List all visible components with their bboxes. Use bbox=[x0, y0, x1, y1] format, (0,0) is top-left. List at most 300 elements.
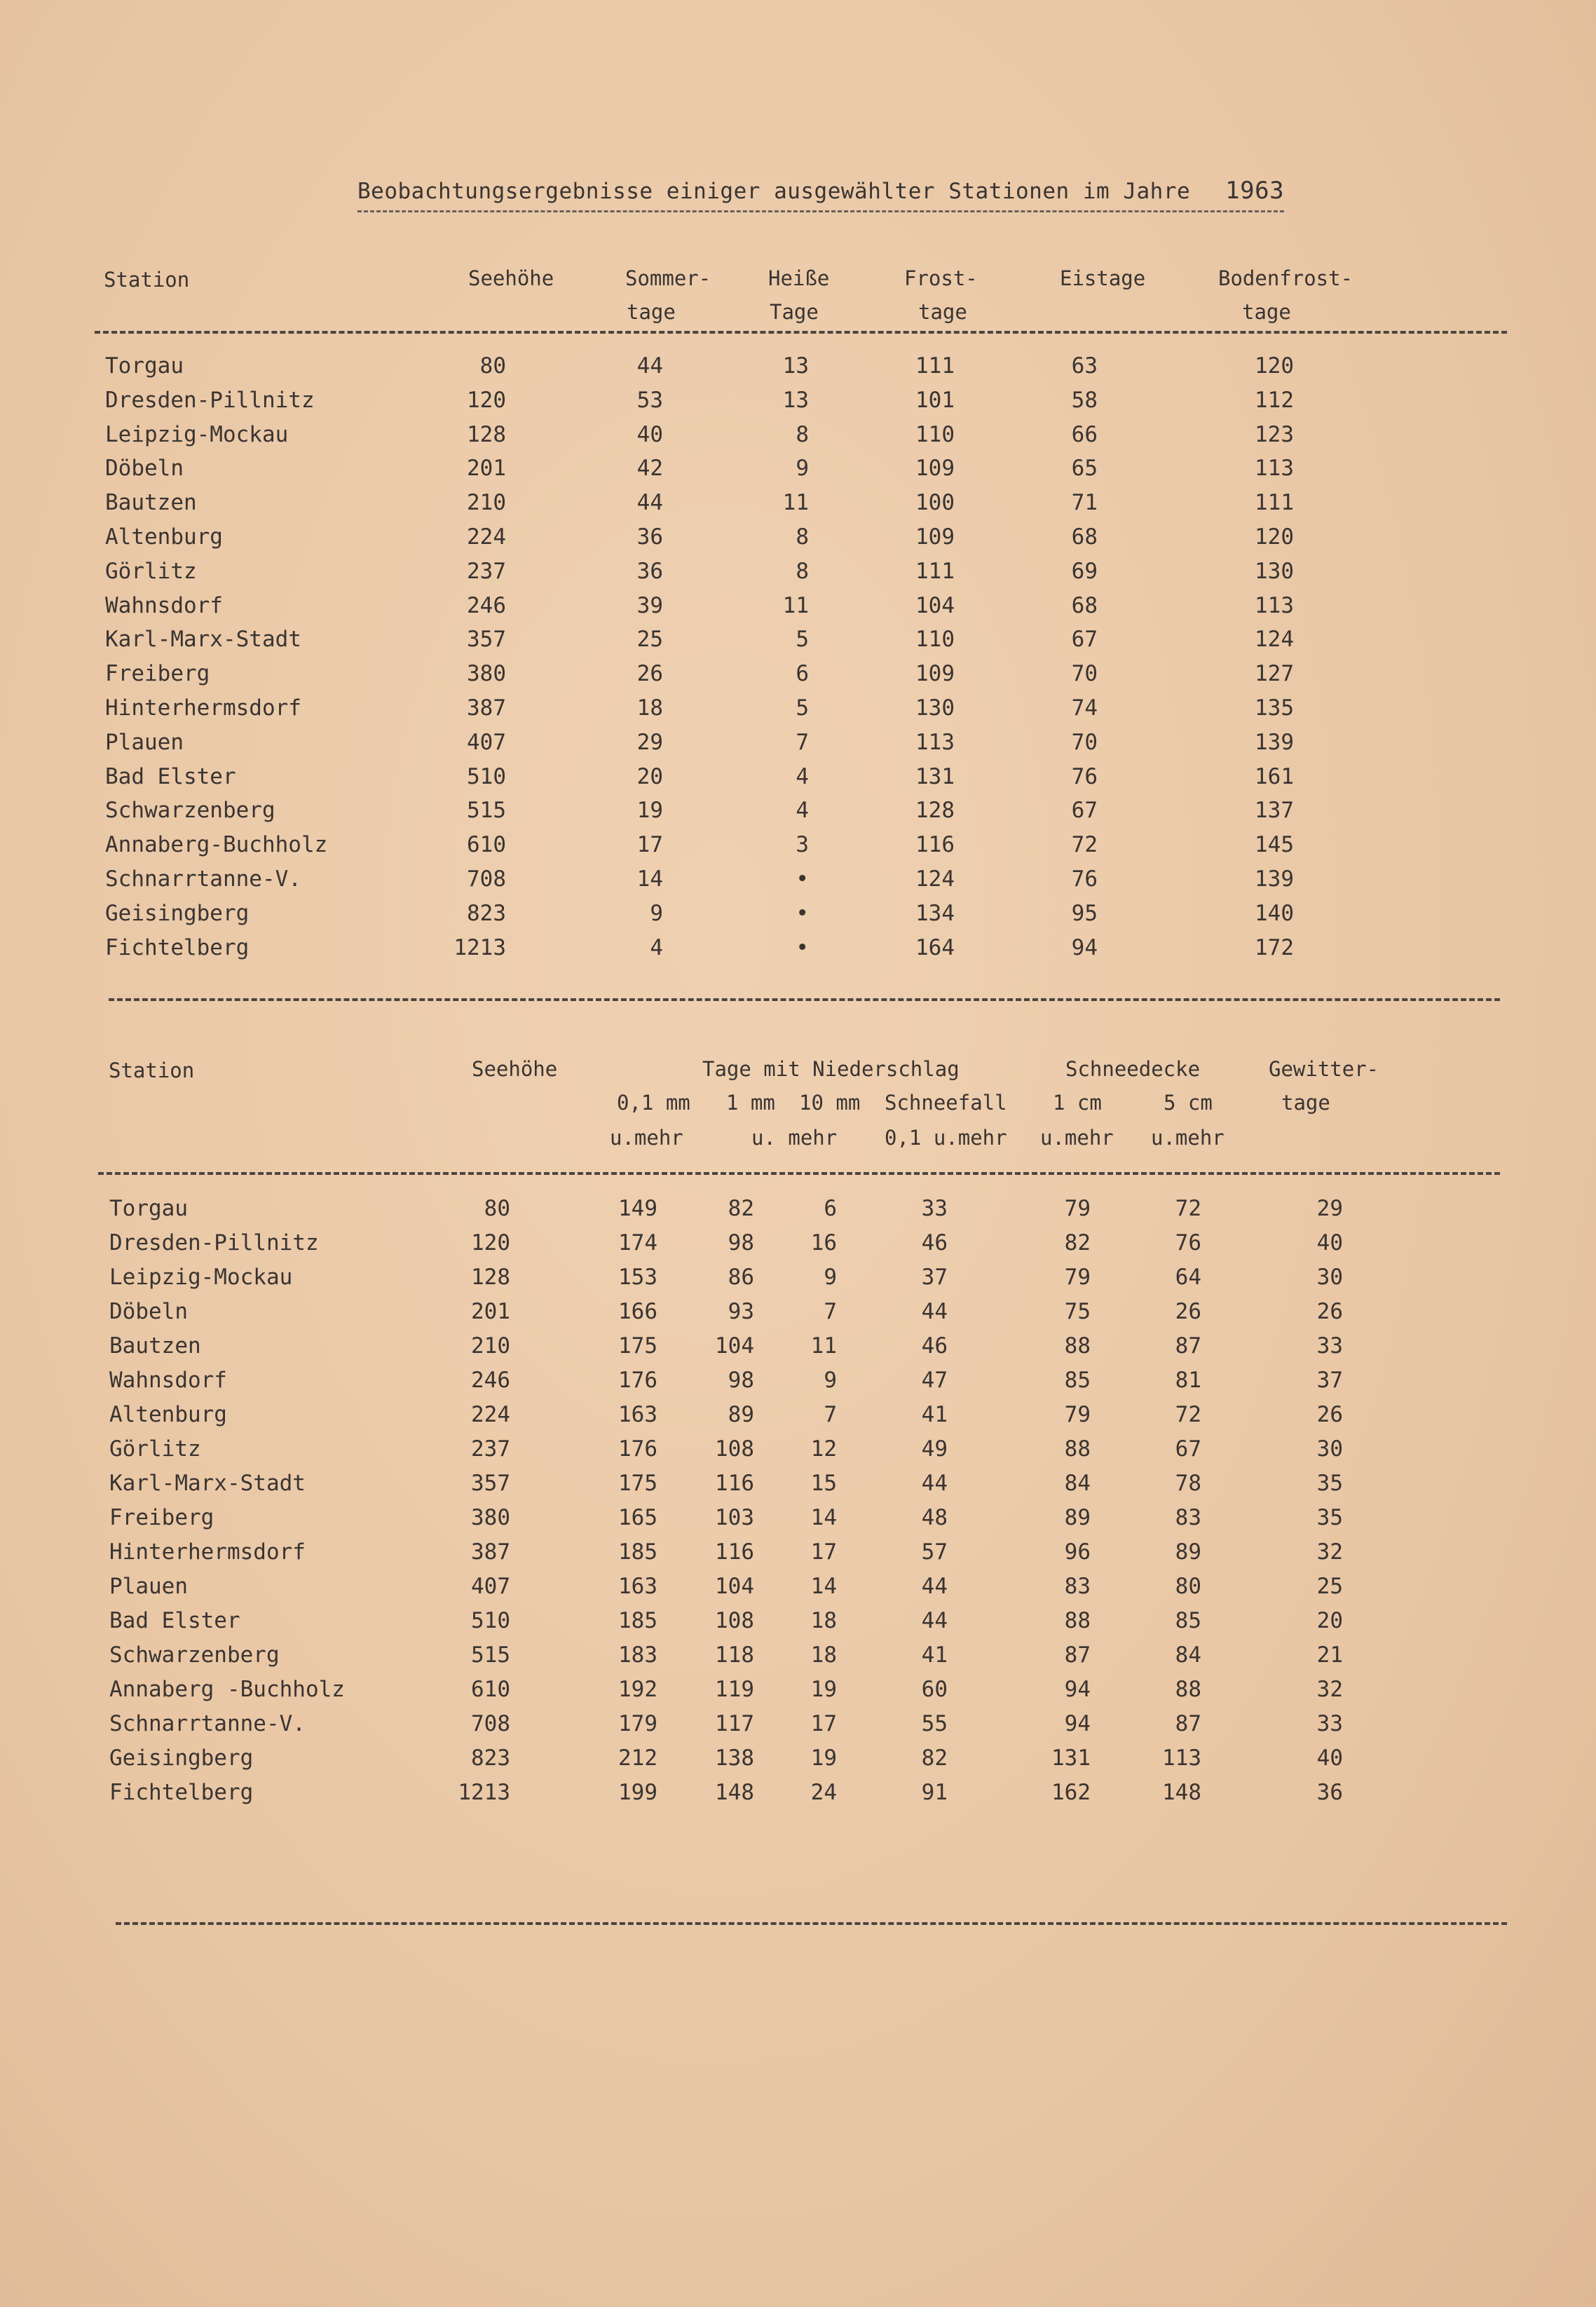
table-cell: 387 bbox=[467, 695, 506, 721]
station-name: Fichtelberg bbox=[109, 1780, 254, 1805]
t1-header-sommer-2: tage bbox=[627, 300, 676, 324]
table-cell: 8 bbox=[796, 524, 809, 550]
bottom-rule bbox=[116, 1922, 1507, 1925]
table-cell: 71 bbox=[1071, 490, 1098, 516]
table-cell: 89 bbox=[1064, 1505, 1091, 1530]
section-divider bbox=[109, 998, 1500, 1001]
table-cell: 85 bbox=[1175, 1608, 1201, 1633]
table-cell: 79 bbox=[1064, 1265, 1091, 1290]
table-cell: 162 bbox=[1051, 1780, 1091, 1805]
table-cell: 20 bbox=[1316, 1608, 1343, 1633]
table-cell: 164 bbox=[915, 934, 955, 960]
station-name: Geisingberg bbox=[105, 900, 250, 926]
table-cell: 29 bbox=[636, 729, 663, 755]
table-cell: 98 bbox=[728, 1368, 754, 1393]
table-cell: 81 bbox=[1175, 1368, 1201, 1393]
table-cell: 131 bbox=[915, 763, 955, 789]
table-cell: 33 bbox=[921, 1196, 948, 1221]
table-cell: 30 bbox=[1316, 1436, 1343, 1462]
table-cell: 110 bbox=[915, 421, 955, 447]
table-cell: 25 bbox=[636, 627, 663, 653]
table-cell: 510 bbox=[471, 1608, 510, 1633]
table-cell: 6 bbox=[824, 1196, 837, 1221]
table-cell: 96 bbox=[1064, 1539, 1091, 1565]
table-cell: 12 bbox=[810, 1436, 837, 1462]
table-cell: 33 bbox=[1316, 1333, 1343, 1359]
table-cell: 49 bbox=[921, 1436, 948, 1462]
table-cell: 708 bbox=[467, 866, 506, 892]
table-cell: 26 bbox=[636, 661, 663, 687]
station-name: Annaberg -Buchholz bbox=[109, 1677, 345, 1702]
table-cell: 18 bbox=[810, 1608, 837, 1633]
table-cell: 85 bbox=[1064, 1368, 1091, 1393]
table-cell: 185 bbox=[618, 1539, 657, 1565]
table-cell: 3 bbox=[796, 832, 809, 858]
table-cell: 29 bbox=[1316, 1196, 1343, 1221]
table-cell: 183 bbox=[618, 1642, 657, 1668]
table-cell: 70 bbox=[1071, 729, 1098, 755]
table-cell: 44 bbox=[921, 1608, 948, 1633]
station-name: Bautzen bbox=[105, 490, 197, 516]
table-cell: 124 bbox=[915, 866, 955, 892]
table-cell: 48 bbox=[921, 1505, 948, 1530]
table-cell: 117 bbox=[715, 1711, 754, 1736]
table-cell: 104 bbox=[715, 1333, 754, 1359]
table-cell: 17 bbox=[636, 832, 663, 858]
table-cell: 30 bbox=[1316, 1265, 1343, 1290]
station-name: Altenburg bbox=[105, 524, 223, 550]
station-name: Schnarrtanne-V. bbox=[105, 866, 301, 892]
table-cell: 79 bbox=[1064, 1402, 1091, 1427]
table-cell: 130 bbox=[1255, 558, 1294, 584]
station-name: Torgau bbox=[109, 1196, 188, 1221]
table-cell: 40 bbox=[636, 421, 663, 447]
table-cell: 515 bbox=[471, 1642, 510, 1668]
table-cell: 407 bbox=[471, 1574, 510, 1599]
table-cell: 46 bbox=[921, 1230, 948, 1255]
station-name: Wahnsdorf bbox=[105, 592, 223, 618]
t2-header-seehoehe: Seehöhe bbox=[472, 1057, 558, 1081]
table-cell: 5 bbox=[796, 695, 809, 721]
table-cell: 66 bbox=[1071, 421, 1098, 447]
table-cell: 120 bbox=[1255, 524, 1294, 550]
table-cell: 708 bbox=[471, 1711, 510, 1736]
table-cell: 13 bbox=[782, 387, 809, 413]
t1-header-sommer-1: Sommer- bbox=[625, 266, 711, 290]
table-cell: 510 bbox=[467, 763, 506, 789]
table-cell: 112 bbox=[1255, 387, 1294, 413]
table-cell: 108 bbox=[715, 1436, 754, 1462]
table-cell: 19 bbox=[810, 1745, 837, 1771]
table-cell: 14 bbox=[810, 1505, 837, 1530]
table-cell: 75 bbox=[1064, 1299, 1091, 1324]
table-cell: 130 bbox=[915, 695, 955, 721]
table-cell: 60 bbox=[921, 1677, 948, 1702]
t2-header-n01-2: u.mehr bbox=[610, 1126, 683, 1150]
table-cell: 68 bbox=[1071, 524, 1098, 550]
t1-header-seehoehe: Seehöhe bbox=[468, 266, 554, 290]
t2-header-niederschlag: Tage mit Niederschlag bbox=[702, 1057, 960, 1081]
table-cell: 116 bbox=[715, 1471, 754, 1496]
t2-header-n1-1: 1 mm bbox=[726, 1091, 775, 1115]
table-cell: 212 bbox=[618, 1745, 657, 1771]
table-cell: 53 bbox=[636, 387, 663, 413]
table-cell: 94 bbox=[1071, 934, 1098, 960]
table-cell: 18 bbox=[636, 695, 663, 721]
table-cell: 35 bbox=[1316, 1471, 1343, 1496]
table-cell: 4 bbox=[796, 763, 809, 789]
table-cell: 407 bbox=[467, 729, 506, 755]
station-name: Karl-Marx-Stadt bbox=[105, 627, 301, 653]
title-text: Beobachtungsergebnisse einiger ausgewählter Stationen im Jahre bbox=[357, 179, 1191, 204]
table-cell: 113 bbox=[1255, 456, 1294, 482]
station-name: Torgau bbox=[105, 353, 184, 379]
table-cell: 118 bbox=[715, 1642, 754, 1668]
table-cell: 11 bbox=[810, 1333, 837, 1359]
table-cell: 134 bbox=[915, 900, 955, 926]
table-cell: 26 bbox=[1316, 1299, 1343, 1324]
table-cell: 100 bbox=[915, 490, 955, 516]
table-cell: 69 bbox=[1071, 558, 1098, 584]
table-cell: 166 bbox=[618, 1299, 657, 1324]
table-cell: 163 bbox=[618, 1402, 657, 1427]
table-cell: 246 bbox=[471, 1368, 510, 1393]
table-cell: 4 bbox=[650, 934, 663, 960]
table-cell: 120 bbox=[471, 1230, 510, 1255]
table-cell: 72 bbox=[1175, 1196, 1201, 1221]
table-cell: 37 bbox=[1316, 1368, 1343, 1393]
table-cell: 94 bbox=[1064, 1677, 1091, 1702]
table-cell: 127 bbox=[1255, 661, 1294, 687]
table-cell: 44 bbox=[636, 353, 663, 379]
table-cell: 224 bbox=[471, 1402, 510, 1427]
table-cell: 67 bbox=[1071, 798, 1098, 824]
table-cell: 823 bbox=[467, 900, 506, 926]
table-cell: 176 bbox=[618, 1436, 657, 1462]
station-name: Bad Elster bbox=[105, 763, 236, 789]
table-cell: 14 bbox=[636, 866, 663, 892]
table-cell: 41 bbox=[921, 1402, 948, 1427]
table-cell: 4 bbox=[796, 798, 809, 824]
table-cell: 72 bbox=[1175, 1402, 1201, 1427]
station-name: Dresden-Pillnitz bbox=[105, 387, 315, 413]
table-cell: 104 bbox=[915, 592, 955, 618]
table-cell: • bbox=[796, 934, 809, 960]
table-cell: 179 bbox=[618, 1711, 657, 1736]
table-cell: 88 bbox=[1064, 1608, 1091, 1633]
table-cell: 137 bbox=[1255, 798, 1294, 824]
t2-header-s5-2: u.mehr bbox=[1151, 1126, 1225, 1150]
table-cell: 76 bbox=[1071, 866, 1098, 892]
table-cell: 145 bbox=[1255, 832, 1294, 858]
table-cell: 86 bbox=[728, 1265, 754, 1290]
table-cell: 76 bbox=[1071, 763, 1098, 789]
table-cell: 237 bbox=[471, 1436, 510, 1462]
table-cell: 192 bbox=[618, 1677, 657, 1702]
table-cell: 113 bbox=[915, 729, 955, 755]
table-cell: 17 bbox=[810, 1539, 837, 1565]
t2-header-rule bbox=[98, 1172, 1500, 1175]
table-cell: 87 bbox=[1064, 1642, 1091, 1668]
station-name: Schnarrtanne-V. bbox=[109, 1711, 306, 1736]
table-cell: 25 bbox=[1316, 1574, 1343, 1599]
table-cell: 87 bbox=[1175, 1711, 1201, 1736]
table-cell: 26 bbox=[1316, 1402, 1343, 1427]
t1-header-heisse-1: Heiße bbox=[768, 266, 830, 290]
table-cell: 109 bbox=[915, 661, 955, 687]
table-cell: 19 bbox=[810, 1677, 837, 1702]
table-cell: 93 bbox=[728, 1299, 754, 1324]
station-name: Bad Elster bbox=[109, 1608, 240, 1633]
station-name: Karl-Marx-Stadt bbox=[109, 1471, 306, 1496]
t2-header-s5-1: 5 cm bbox=[1164, 1091, 1213, 1115]
station-name: Döbeln bbox=[105, 456, 184, 482]
table-cell: • bbox=[796, 866, 809, 892]
table-cell: 82 bbox=[1064, 1230, 1091, 1255]
table-cell: 84 bbox=[1064, 1471, 1091, 1496]
table-cell: 131 bbox=[1051, 1745, 1091, 1771]
table-cell: 44 bbox=[636, 490, 663, 516]
table-cell: 76 bbox=[1175, 1230, 1201, 1255]
table-cell: 11 bbox=[782, 490, 809, 516]
table-cell: 7 bbox=[824, 1299, 837, 1324]
t2-header-s1-1: 1 cm bbox=[1053, 1091, 1102, 1115]
table-cell: 67 bbox=[1071, 627, 1098, 653]
station-name: Hinterhermsdorf bbox=[105, 695, 301, 721]
table-cell: 116 bbox=[715, 1539, 754, 1565]
table-cell: 42 bbox=[636, 456, 663, 482]
table-cell: 78 bbox=[1175, 1471, 1201, 1496]
table-cell: 68 bbox=[1071, 592, 1098, 618]
table-cell: 32 bbox=[1316, 1677, 1343, 1702]
station-name: Schwarzenberg bbox=[105, 798, 275, 824]
table-cell: 515 bbox=[467, 798, 506, 824]
table-cell: 67 bbox=[1175, 1436, 1201, 1462]
table-cell: 380 bbox=[471, 1505, 510, 1530]
table-cell: 610 bbox=[471, 1677, 510, 1702]
table-cell: 64 bbox=[1175, 1265, 1201, 1290]
table-cell: 128 bbox=[915, 798, 955, 824]
table-cell: 823 bbox=[471, 1745, 510, 1771]
table-cell: 37 bbox=[921, 1265, 948, 1290]
table-cell: 120 bbox=[467, 387, 506, 413]
table-cell: 39 bbox=[636, 592, 663, 618]
table-cell: 7 bbox=[796, 729, 809, 755]
table-cell: 113 bbox=[1255, 592, 1294, 618]
table-cell: 101 bbox=[915, 387, 955, 413]
table-cell: 199 bbox=[618, 1780, 657, 1805]
table-cell: 139 bbox=[1255, 866, 1294, 892]
t2-header-schneefall-2: 0,1 u.mehr bbox=[885, 1126, 1007, 1150]
table-cell: 109 bbox=[915, 524, 955, 550]
table-cell: 237 bbox=[467, 558, 506, 584]
table-cell: 120 bbox=[1255, 353, 1294, 379]
table-cell: 40 bbox=[1316, 1230, 1343, 1255]
table-cell: 46 bbox=[921, 1333, 948, 1359]
table-cell: 110 bbox=[915, 627, 955, 653]
t2-header-n10-2: u. mehr bbox=[751, 1126, 838, 1150]
table-cell: 104 bbox=[715, 1574, 754, 1599]
table-cell: • bbox=[796, 900, 809, 926]
table-cell: 16 bbox=[810, 1230, 837, 1255]
table-cell: 124 bbox=[1255, 627, 1294, 653]
t1-header-eistage: Eistage bbox=[1060, 266, 1146, 290]
table-cell: 65 bbox=[1071, 456, 1098, 482]
table-cell: 1213 bbox=[453, 934, 506, 960]
station-name: Hinterhermsdorf bbox=[109, 1539, 306, 1565]
t2-header-schneefall-1: Schneefall bbox=[885, 1091, 1007, 1115]
station-name: Freiberg bbox=[109, 1505, 214, 1530]
table-cell: 148 bbox=[1162, 1780, 1201, 1805]
station-name: Altenburg bbox=[109, 1402, 227, 1427]
table-cell: 80 bbox=[479, 353, 506, 379]
table-cell: 82 bbox=[728, 1196, 754, 1221]
title-year: 1963 bbox=[1225, 177, 1285, 205]
table-cell: 44 bbox=[921, 1574, 948, 1599]
station-name: Görlitz bbox=[105, 558, 197, 584]
table-cell: 610 bbox=[467, 832, 506, 858]
t2-header-gewitter-2: tage bbox=[1281, 1091, 1330, 1115]
table-cell: 87 bbox=[1175, 1333, 1201, 1359]
table-cell: 148 bbox=[715, 1780, 754, 1805]
table-cell: 163 bbox=[618, 1574, 657, 1599]
table-cell: 138 bbox=[715, 1745, 754, 1771]
table-cell: 8 bbox=[796, 421, 809, 447]
t1-header-heisse-2: Tage bbox=[770, 300, 819, 324]
station-name: Dresden-Pillnitz bbox=[109, 1230, 319, 1255]
t2-header-gewitter-1: Gewitter- bbox=[1269, 1057, 1379, 1081]
table-cell: 246 bbox=[467, 592, 506, 618]
table-cell: 153 bbox=[618, 1265, 657, 1290]
table-cell: 88 bbox=[1064, 1436, 1091, 1462]
t1-header-bodenfrost-1: Bodenfrost- bbox=[1218, 266, 1353, 290]
table-cell: 210 bbox=[471, 1333, 510, 1359]
table-cell: 89 bbox=[728, 1402, 754, 1427]
table-cell: 174 bbox=[618, 1230, 657, 1255]
table-cell: 176 bbox=[618, 1368, 657, 1393]
table-cell: 119 bbox=[715, 1677, 754, 1702]
table-cell: 175 bbox=[618, 1471, 657, 1496]
table-cell: 63 bbox=[1071, 353, 1098, 379]
station-name: Görlitz bbox=[109, 1436, 201, 1462]
table-cell: 32 bbox=[1316, 1539, 1343, 1565]
table-cell: 201 bbox=[467, 456, 506, 482]
station-name: Bautzen bbox=[109, 1333, 201, 1359]
table-cell: 55 bbox=[921, 1711, 948, 1736]
table-cell: 57 bbox=[921, 1539, 948, 1565]
table-cell: 109 bbox=[915, 456, 955, 482]
table-cell: 224 bbox=[467, 524, 506, 550]
table-cell: 80 bbox=[1175, 1574, 1201, 1599]
table-cell: 94 bbox=[1064, 1711, 1091, 1736]
table-cell: 9 bbox=[650, 900, 663, 926]
table-cell: 72 bbox=[1071, 832, 1098, 858]
table-cell: 98 bbox=[728, 1230, 754, 1255]
table-cell: 108 bbox=[715, 1608, 754, 1633]
table-cell: 5 bbox=[796, 627, 809, 653]
t1-header-station: Station bbox=[104, 268, 190, 292]
table-cell: 103 bbox=[715, 1505, 754, 1530]
table-cell: 82 bbox=[921, 1745, 948, 1771]
table-cell: 35 bbox=[1316, 1505, 1343, 1530]
station-name: Schwarzenberg bbox=[109, 1642, 280, 1668]
table-cell: 113 bbox=[1162, 1745, 1201, 1771]
table-cell: 36 bbox=[636, 524, 663, 550]
table-cell: 165 bbox=[618, 1505, 657, 1530]
table-cell: 139 bbox=[1255, 729, 1294, 755]
table-cell: 44 bbox=[921, 1299, 948, 1324]
table-cell: 21 bbox=[1316, 1642, 1343, 1668]
table-cell: 83 bbox=[1064, 1574, 1091, 1599]
table-cell: 83 bbox=[1175, 1505, 1201, 1530]
t1-header-rule bbox=[95, 331, 1507, 334]
table-cell: 172 bbox=[1255, 934, 1294, 960]
table-cell: 1213 bbox=[458, 1780, 510, 1805]
table-cell: 19 bbox=[636, 798, 663, 824]
table-cell: 80 bbox=[484, 1196, 510, 1221]
table-cell: 24 bbox=[810, 1780, 837, 1805]
document-title bbox=[357, 177, 1284, 212]
station-name: Freiberg bbox=[105, 661, 210, 687]
t1-header-bodenfrost-2: tage bbox=[1242, 300, 1291, 324]
table-cell: 95 bbox=[1071, 900, 1098, 926]
table-cell: 9 bbox=[824, 1265, 837, 1290]
table-cell: 161 bbox=[1255, 763, 1294, 789]
station-name: Leipzig-Mockau bbox=[109, 1265, 293, 1290]
station-name: Leipzig-Mockau bbox=[105, 421, 289, 447]
station-name: Plauen bbox=[109, 1574, 188, 1599]
table-cell: 357 bbox=[467, 627, 506, 653]
table-cell: 88 bbox=[1064, 1333, 1091, 1359]
table-cell: 140 bbox=[1255, 900, 1294, 926]
table-cell: 6 bbox=[796, 661, 809, 687]
table-cell: 36 bbox=[636, 558, 663, 584]
t2-header-s1-2: u.mehr bbox=[1040, 1126, 1114, 1150]
table-cell: 84 bbox=[1175, 1642, 1201, 1668]
table-cell: 111 bbox=[915, 353, 955, 379]
table-cell: 116 bbox=[915, 832, 955, 858]
t2-header-n10-1: 10 mm bbox=[799, 1091, 861, 1115]
table-cell: 74 bbox=[1071, 695, 1098, 721]
table-cell: 47 bbox=[921, 1368, 948, 1393]
table-cell: 7 bbox=[824, 1402, 837, 1427]
table-cell: 128 bbox=[467, 421, 506, 447]
table-cell: 26 bbox=[1175, 1299, 1201, 1324]
t1-header-frost-1: Frost- bbox=[904, 266, 978, 290]
table-cell: 20 bbox=[636, 763, 663, 789]
table-cell: 149 bbox=[618, 1196, 657, 1221]
table-cell: 9 bbox=[824, 1368, 837, 1393]
table-cell: 33 bbox=[1316, 1711, 1343, 1736]
table-cell: 13 bbox=[782, 353, 809, 379]
table-cell: 11 bbox=[782, 592, 809, 618]
table-cell: 36 bbox=[1316, 1780, 1343, 1805]
table-cell: 387 bbox=[471, 1539, 510, 1565]
table-cell: 58 bbox=[1071, 387, 1098, 413]
table-cell: 89 bbox=[1175, 1539, 1201, 1565]
table-cell: 91 bbox=[921, 1780, 948, 1805]
table-cell: 135 bbox=[1255, 695, 1294, 721]
station-name: Geisingberg bbox=[109, 1745, 254, 1771]
station-name: Döbeln bbox=[109, 1299, 188, 1324]
table-cell: 44 bbox=[921, 1471, 948, 1496]
table-cell: 70 bbox=[1071, 661, 1098, 687]
table-cell: 40 bbox=[1316, 1745, 1343, 1771]
table-cell: 210 bbox=[467, 490, 506, 516]
table-cell: 17 bbox=[810, 1711, 837, 1736]
table-cell: 15 bbox=[810, 1471, 837, 1496]
table-cell: 175 bbox=[618, 1333, 657, 1359]
